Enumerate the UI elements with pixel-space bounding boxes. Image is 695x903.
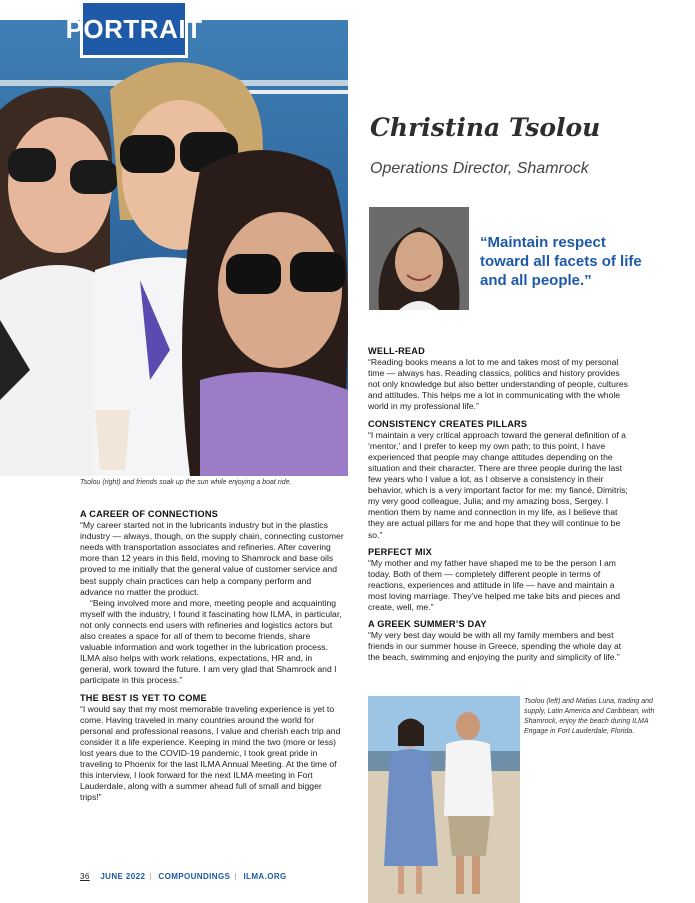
consistency-paragraph: “I maintain a very critical approach toward the general definition of a ‘mentor,’ and I prefer to keep my own path; to this point, I have experienced that people may change attitudes depending on the situation and their character. There are three people during the last few years who I value a lot, as I observe a consistency in their behavior, which is a very important factor for me: my fiancé, Dimitris; my very good colleague, Julia; and my amazing boss, Sergey. I mention them by name and connection in my life, as I believe that they are actual pillars for me and hope that they will continue to be so.” [368, 429, 628, 540]
section-heading-career: A CAREER OF CONNECTIONS [80, 509, 218, 519]
wellread-paragraph: “Reading books means a lot to me and takes most of my personal time — always has. Reading classics, politics and history provides not only knowledge but also better understanding of people, cultures and attitudes. This helps me a lot in communicating with the whole world in my professional life.” [368, 357, 628, 412]
section-heading-summer: A GREEK SUMMER’S DAY [368, 619, 487, 630]
section-heading-mix: PERFECT MIX [368, 546, 432, 557]
career-paragraph-2: “Being involved more and more, meeting people and acquainting myself with the industry, I found it fascinating how ILMA, in particular, not only connects end users with refineries and logistics actors but also creates a space for all of them to become friends, share valuable information and work together in the lubrication process. ILMA also helps with work relations, expectations, HR and, in general, work toward the future. I am very glad that Shamrock and I participate in this process.” [80, 597, 342, 686]
summer-paragraph: “My very best day would be with all my family members and best friends in our summer house in Greece, spending the whole day at the beach, swimming and enjoying the purity and simplicity of life.” [368, 630, 622, 663]
pull-quote: “Maintain respect toward all facets of life and all people.” [480, 234, 642, 289]
main-photo-caption: Tsolou (right) and friends soak up the sun while enjoying a boat ride. [80, 479, 292, 486]
issue-date: JUNE 2022 [100, 872, 146, 881]
section-heading-wellread: WELL-READ [368, 346, 425, 356]
page-number: 36 [80, 872, 90, 881]
magazine-name: COMPOUNDINGS [158, 872, 231, 881]
page-footer: 36 JUNE 2022 | COMPOUNDINGS | ILMA.ORG [80, 872, 287, 881]
left-column [80, 509, 344, 803]
section-heading-best: THE BEST IS YET TO COME [80, 692, 207, 703]
beach-photo [368, 696, 520, 903]
headshot-photo [369, 207, 469, 310]
site-link[interactable]: ILMA.ORG [243, 872, 287, 881]
main-photo [0, 20, 348, 476]
section-banner: PORTRAIT [80, 0, 188, 58]
career-paragraph-1: “My career started not in the lubricants industry but in the plastics industry — always, though, on the supply chain, connecting customer needs with transportation associates and refineries. After covering more than 12 years in this field, moving to Shamrock and base oils proved to me initially that the general value of customer service and best supply chain practices can help a company perform and advance no matter the product. [80, 520, 344, 597]
section-heading-consistency: CONSISTENCY CREATES PILLARS [368, 418, 528, 429]
profile-title: Operations Director, Shamrock [370, 160, 589, 177]
right-column [368, 346, 634, 664]
profile-name: Christina Tsolou [370, 113, 601, 142]
best-paragraph: “I would say that my most memorable traveling experience is yet to come. Having traveled in many countries around the world for personal and professional reasons, I value and cherish each trip and consider it a life experience. Keeping in mind the two (more or less) lost years due to the COVID-19 pandemic, I took great pride in traveling to Phoenix for the last ILMA Annual Meeting. At the time of this interview, I look forward for the next ILMA meeting in Fort Lauderdale, along with a summer ahead full of small and bigger trips!” [80, 703, 341, 803]
beach-photo-caption: Tsolou (left) and Matias Luna, trading and supply, Latin America and Caribbean, with Shamrock, enjoy the beach during ILMA Engage in Fort Lauderdale, Florida. [524, 698, 655, 735]
mix-paragraph: “My mother and my father have shaped me to be the person I am today. Both of them — completely different people in terms of reactions, experiences and attitude in life — have and maintain a most loving marriage. They’ve helped me take bits and pieces and create, well, me.” [368, 557, 621, 613]
